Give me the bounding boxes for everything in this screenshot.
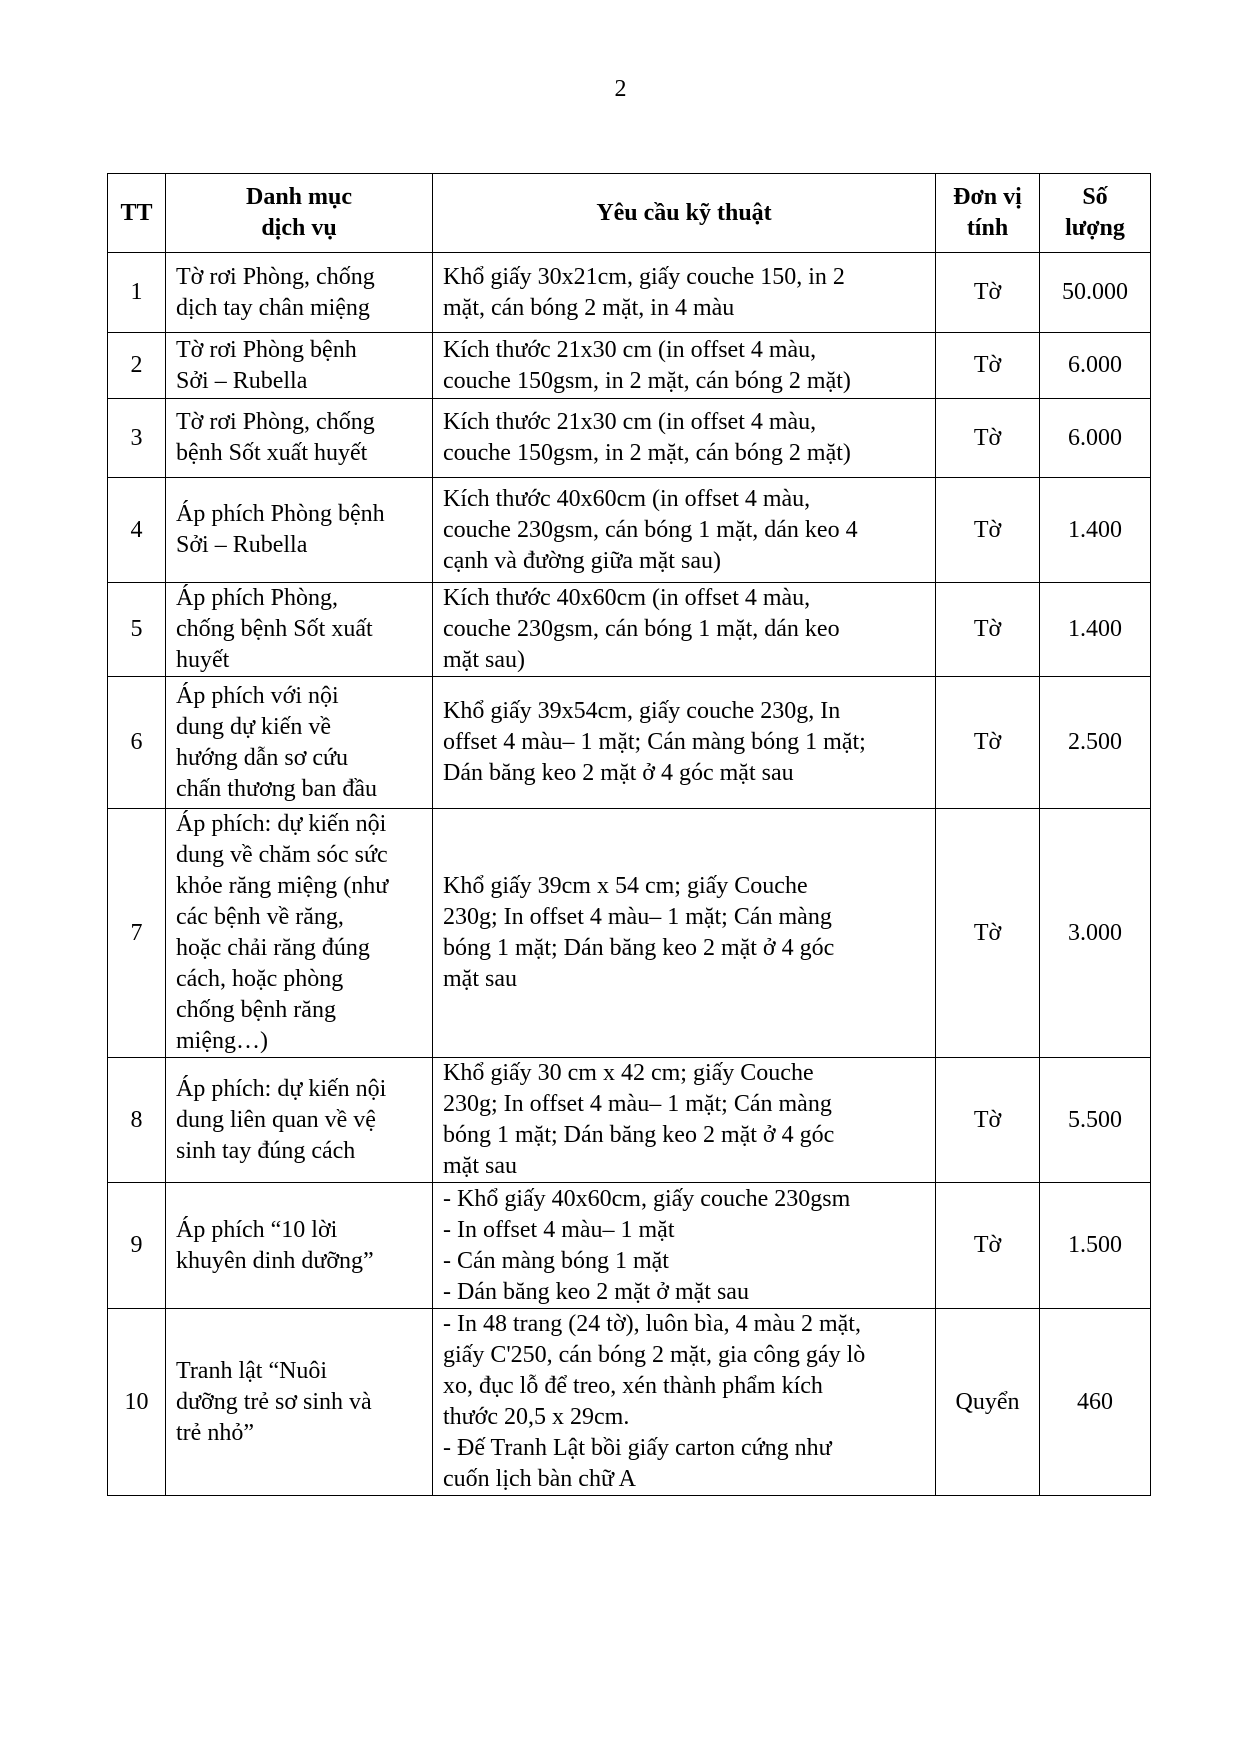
cell-quantity: 3.000 [1040, 809, 1151, 1058]
cell-tt: 4 [108, 478, 166, 583]
cell-service-name [166, 677, 433, 809]
service-name-line: sinh tay đúng cách [176, 1137, 356, 1164]
technical-spec-line: Khổ giấy 39cm x 54 cm; giấy Couche [443, 873, 808, 899]
technical-spec-line: bóng 1 mặt; Dán băng keo 2 mặt ở 4 góc [443, 935, 835, 961]
table-row [108, 809, 1151, 1058]
header-unit-line: tính [966, 215, 1009, 241]
technical-spec-line: cuốn lịch bàn chữ A [443, 1466, 636, 1492]
service-name-line: Áp phích: dự kiến nội [176, 811, 387, 837]
cell-quantity: 6.000 [1040, 333, 1151, 399]
table-row [108, 1309, 1151, 1496]
technical-spec-line: - Cán màng bóng 1 mặt [443, 1247, 669, 1274]
table-row [108, 399, 1151, 478]
cell-tt: 3 [108, 399, 166, 478]
cell-quantity: 5.500 [1040, 1058, 1151, 1183]
service-name-line: dưỡng trẻ sơ sinh và [176, 1388, 372, 1415]
table-row [108, 253, 1151, 333]
cell-tt: 6 [108, 677, 166, 809]
technical-spec-line: Khổ giấy 30 cm x 42 cm; giấy Couche [443, 1060, 814, 1086]
cell-quantity: 1.400 [1040, 583, 1151, 677]
cell-tt: 10 [108, 1309, 166, 1496]
cell-unit: Tờ [936, 1058, 1040, 1183]
cell-tt: 7 [108, 809, 166, 1058]
service-name-line: Áp phích: dự kiến nội [176, 1075, 387, 1102]
technical-spec-line: mặt, cán bóng 2 mặt, in 4 màu [443, 294, 735, 321]
header-service-name-line: Danh mục [245, 184, 353, 210]
technical-spec-line: 230g; In offset 4 màu– 1 mặt; Cán màng [443, 1091, 832, 1117]
cell-service-name [166, 1183, 433, 1309]
cell-service-name [166, 1309, 433, 1496]
service-name-line: chống bệnh răng [176, 997, 336, 1023]
cell-unit: Tờ [936, 1183, 1040, 1309]
technical-spec-line: giấy C'250, cán bóng 2 mặt, gia công gáy lò [443, 1342, 866, 1368]
service-name-line: Tờ rơi Phòng, chống [176, 263, 375, 290]
service-name-line: Sởi – Rubella [176, 532, 308, 558]
header-quantity-line: lượng [1065, 215, 1125, 241]
page-number: 2 [614, 76, 627, 102]
service-name-line: chống bệnh Sốt xuất [176, 616, 373, 642]
cell-technical-spec [433, 1309, 936, 1496]
cell-technical-spec [433, 399, 936, 478]
technical-spec-line: Kích thước 40x60cm (in offset 4 màu, [443, 585, 811, 611]
cell-technical-spec [433, 677, 936, 809]
service-name-line: bệnh Sốt xuất huyết [176, 440, 368, 466]
technical-spec-line: Kích thước 21x30 cm (in offset 4 màu, [443, 336, 817, 363]
technical-spec-line: Khổ giấy 30x21cm, giấy couche 150, in 2 [443, 263, 845, 290]
table-row [108, 478, 1151, 583]
cell-quantity: 460 [1040, 1309, 1151, 1496]
cell-technical-spec [433, 253, 936, 333]
service-name-line: miệng…) [176, 1028, 268, 1054]
header-tt: TT [108, 174, 166, 253]
technical-spec-line: couche 150gsm, in 2 mặt, cán bóng 2 mặt) [443, 367, 851, 394]
technical-spec-line: bóng 1 mặt; Dán băng keo 2 mặt ở 4 góc [443, 1122, 835, 1148]
table-row [108, 333, 1151, 399]
service-name-line: huyết [176, 647, 230, 673]
service-name-line: dung dự kiến về [176, 713, 331, 740]
cell-unit: Quyển [936, 1309, 1040, 1496]
technical-spec-line: cạnh và đường giữa mặt sau) [443, 547, 721, 574]
technical-spec-line: thước 20,5 x 29cm. [443, 1404, 630, 1430]
cell-service-name [166, 253, 433, 333]
cell-unit: Tờ [936, 677, 1040, 809]
cell-tt: 8 [108, 1058, 166, 1183]
service-name-line: hoặc chải răng đúng [176, 935, 370, 961]
service-name-line: Tờ rơi Phòng bệnh [176, 336, 357, 363]
cell-service-name [166, 333, 433, 399]
technical-spec-line: - Dán băng keo 2 mặt ở mặt sau [443, 1278, 749, 1305]
header-technical-spec: Yêu cầu kỹ thuật [433, 174, 936, 253]
technical-spec-line: 230g; In offset 4 màu– 1 mặt; Cán màng [443, 904, 832, 930]
technical-spec-line: - Đế Tranh Lật bồi giấy carton cứng như [443, 1435, 832, 1461]
cell-quantity: 1.500 [1040, 1183, 1151, 1309]
table-row [108, 677, 1151, 809]
technical-spec-line: Dán băng keo 2 mặt ở 4 góc mặt sau [443, 760, 794, 786]
cell-tt: 1 [108, 253, 166, 333]
service-name-line: hướng dẫn sơ cứu [176, 744, 349, 771]
cell-tt: 2 [108, 333, 166, 399]
service-name-line: chấn thương ban đầu [176, 775, 377, 802]
technical-spec-line: mặt sau) [443, 647, 525, 673]
service-name-line: dung liên quan về vệ [176, 1106, 376, 1133]
cell-service-name [166, 583, 433, 677]
cell-unit: Tờ [936, 399, 1040, 478]
technical-spec-line: couche 150gsm, in 2 mặt, cán bóng 2 mặt) [443, 440, 851, 466]
service-name-line: Áp phích Phòng bệnh [176, 501, 385, 527]
service-name-line: khỏe răng miệng (như [176, 873, 389, 899]
service-name-line: trẻ nhỏ” [176, 1419, 254, 1446]
cell-technical-spec [433, 478, 936, 583]
service-name-line: khuyên dinh dưỡng” [176, 1247, 374, 1274]
cell-service-name [166, 1058, 433, 1183]
header-quantity [1040, 174, 1151, 253]
header-unit [936, 174, 1040, 253]
cell-quantity: 50.000 [1040, 253, 1151, 333]
cell-technical-spec [433, 1183, 936, 1309]
header-service-name [166, 174, 433, 253]
cell-unit: Tờ [936, 478, 1040, 583]
cell-unit: Tờ [936, 583, 1040, 677]
technical-spec-line: offset 4 màu– 1 mặt; Cán màng bóng 1 mặt; [443, 729, 866, 755]
service-name-line: Tranh lật “Nuôi [176, 1357, 328, 1384]
technical-spec-line: couche 230gsm, cán bóng 1 mặt, dán keo 4 [443, 516, 858, 543]
service-table [107, 173, 1151, 1496]
cell-quantity: 2.500 [1040, 677, 1151, 809]
header-quantity-line: Số [1082, 184, 1108, 210]
service-name-line: dịch tay chân miệng [176, 294, 370, 321]
table-header-row [108, 174, 1151, 253]
cell-unit: Tờ [936, 253, 1040, 333]
cell-service-name [166, 399, 433, 478]
cell-tt: 9 [108, 1183, 166, 1309]
service-name-line: Tờ rơi Phòng, chống [176, 409, 375, 435]
cell-tt: 5 [108, 583, 166, 677]
service-name-line: các bệnh về răng, [176, 904, 344, 930]
cell-service-name [166, 478, 433, 583]
technical-spec-line: Khổ giấy 39x54cm, giấy couche 230g, In [443, 698, 841, 724]
cell-technical-spec [433, 809, 936, 1058]
technical-spec-line: xo, đục lỗ để treo, xén thành phẩm kích [443, 1373, 823, 1399]
technical-spec-line: couche 230gsm, cán bóng 1 mặt, dán keo [443, 616, 840, 642]
technical-spec-line: mặt sau [443, 966, 517, 992]
table-row [108, 1058, 1151, 1183]
technical-spec-line: Kích thước 40x60cm (in offset 4 màu, [443, 485, 811, 512]
cell-quantity: 1.400 [1040, 478, 1151, 583]
table-row [108, 583, 1151, 677]
table-row [108, 1183, 1151, 1309]
service-name-line: Sởi – Rubella [176, 367, 308, 394]
cell-technical-spec [433, 1058, 936, 1183]
service-name-line: Áp phích “10 lời [176, 1216, 338, 1243]
cell-unit: Tờ [936, 809, 1040, 1058]
technical-spec-line: Kích thước 21x30 cm (in offset 4 màu, [443, 409, 817, 435]
cell-unit: Tờ [936, 333, 1040, 399]
technical-spec-line: - In 48 trang (24 tờ), luôn bìa, 4 màu 2 mặt, [443, 1311, 861, 1337]
cell-quantity: 6.000 [1040, 399, 1151, 478]
cell-technical-spec [433, 333, 936, 399]
service-name-line: Áp phích với nội [176, 682, 339, 709]
header-unit-line: Đơn vị [953, 184, 1022, 210]
technical-spec-line: - In offset 4 màu– 1 mặt [443, 1216, 675, 1243]
service-name-line: dung về chăm sóc sức [176, 842, 388, 868]
cell-service-name [166, 809, 433, 1058]
cell-technical-spec [433, 583, 936, 677]
header-service-name-line: dịch vụ [261, 215, 337, 241]
service-name-line: Áp phích Phòng, [176, 585, 338, 611]
technical-spec-line: - Khổ giấy 40x60cm, giấy couche 230gsm [443, 1185, 851, 1212]
technical-spec-line: mặt sau [443, 1153, 517, 1179]
service-name-line: cách, hoặc phòng [176, 966, 344, 992]
